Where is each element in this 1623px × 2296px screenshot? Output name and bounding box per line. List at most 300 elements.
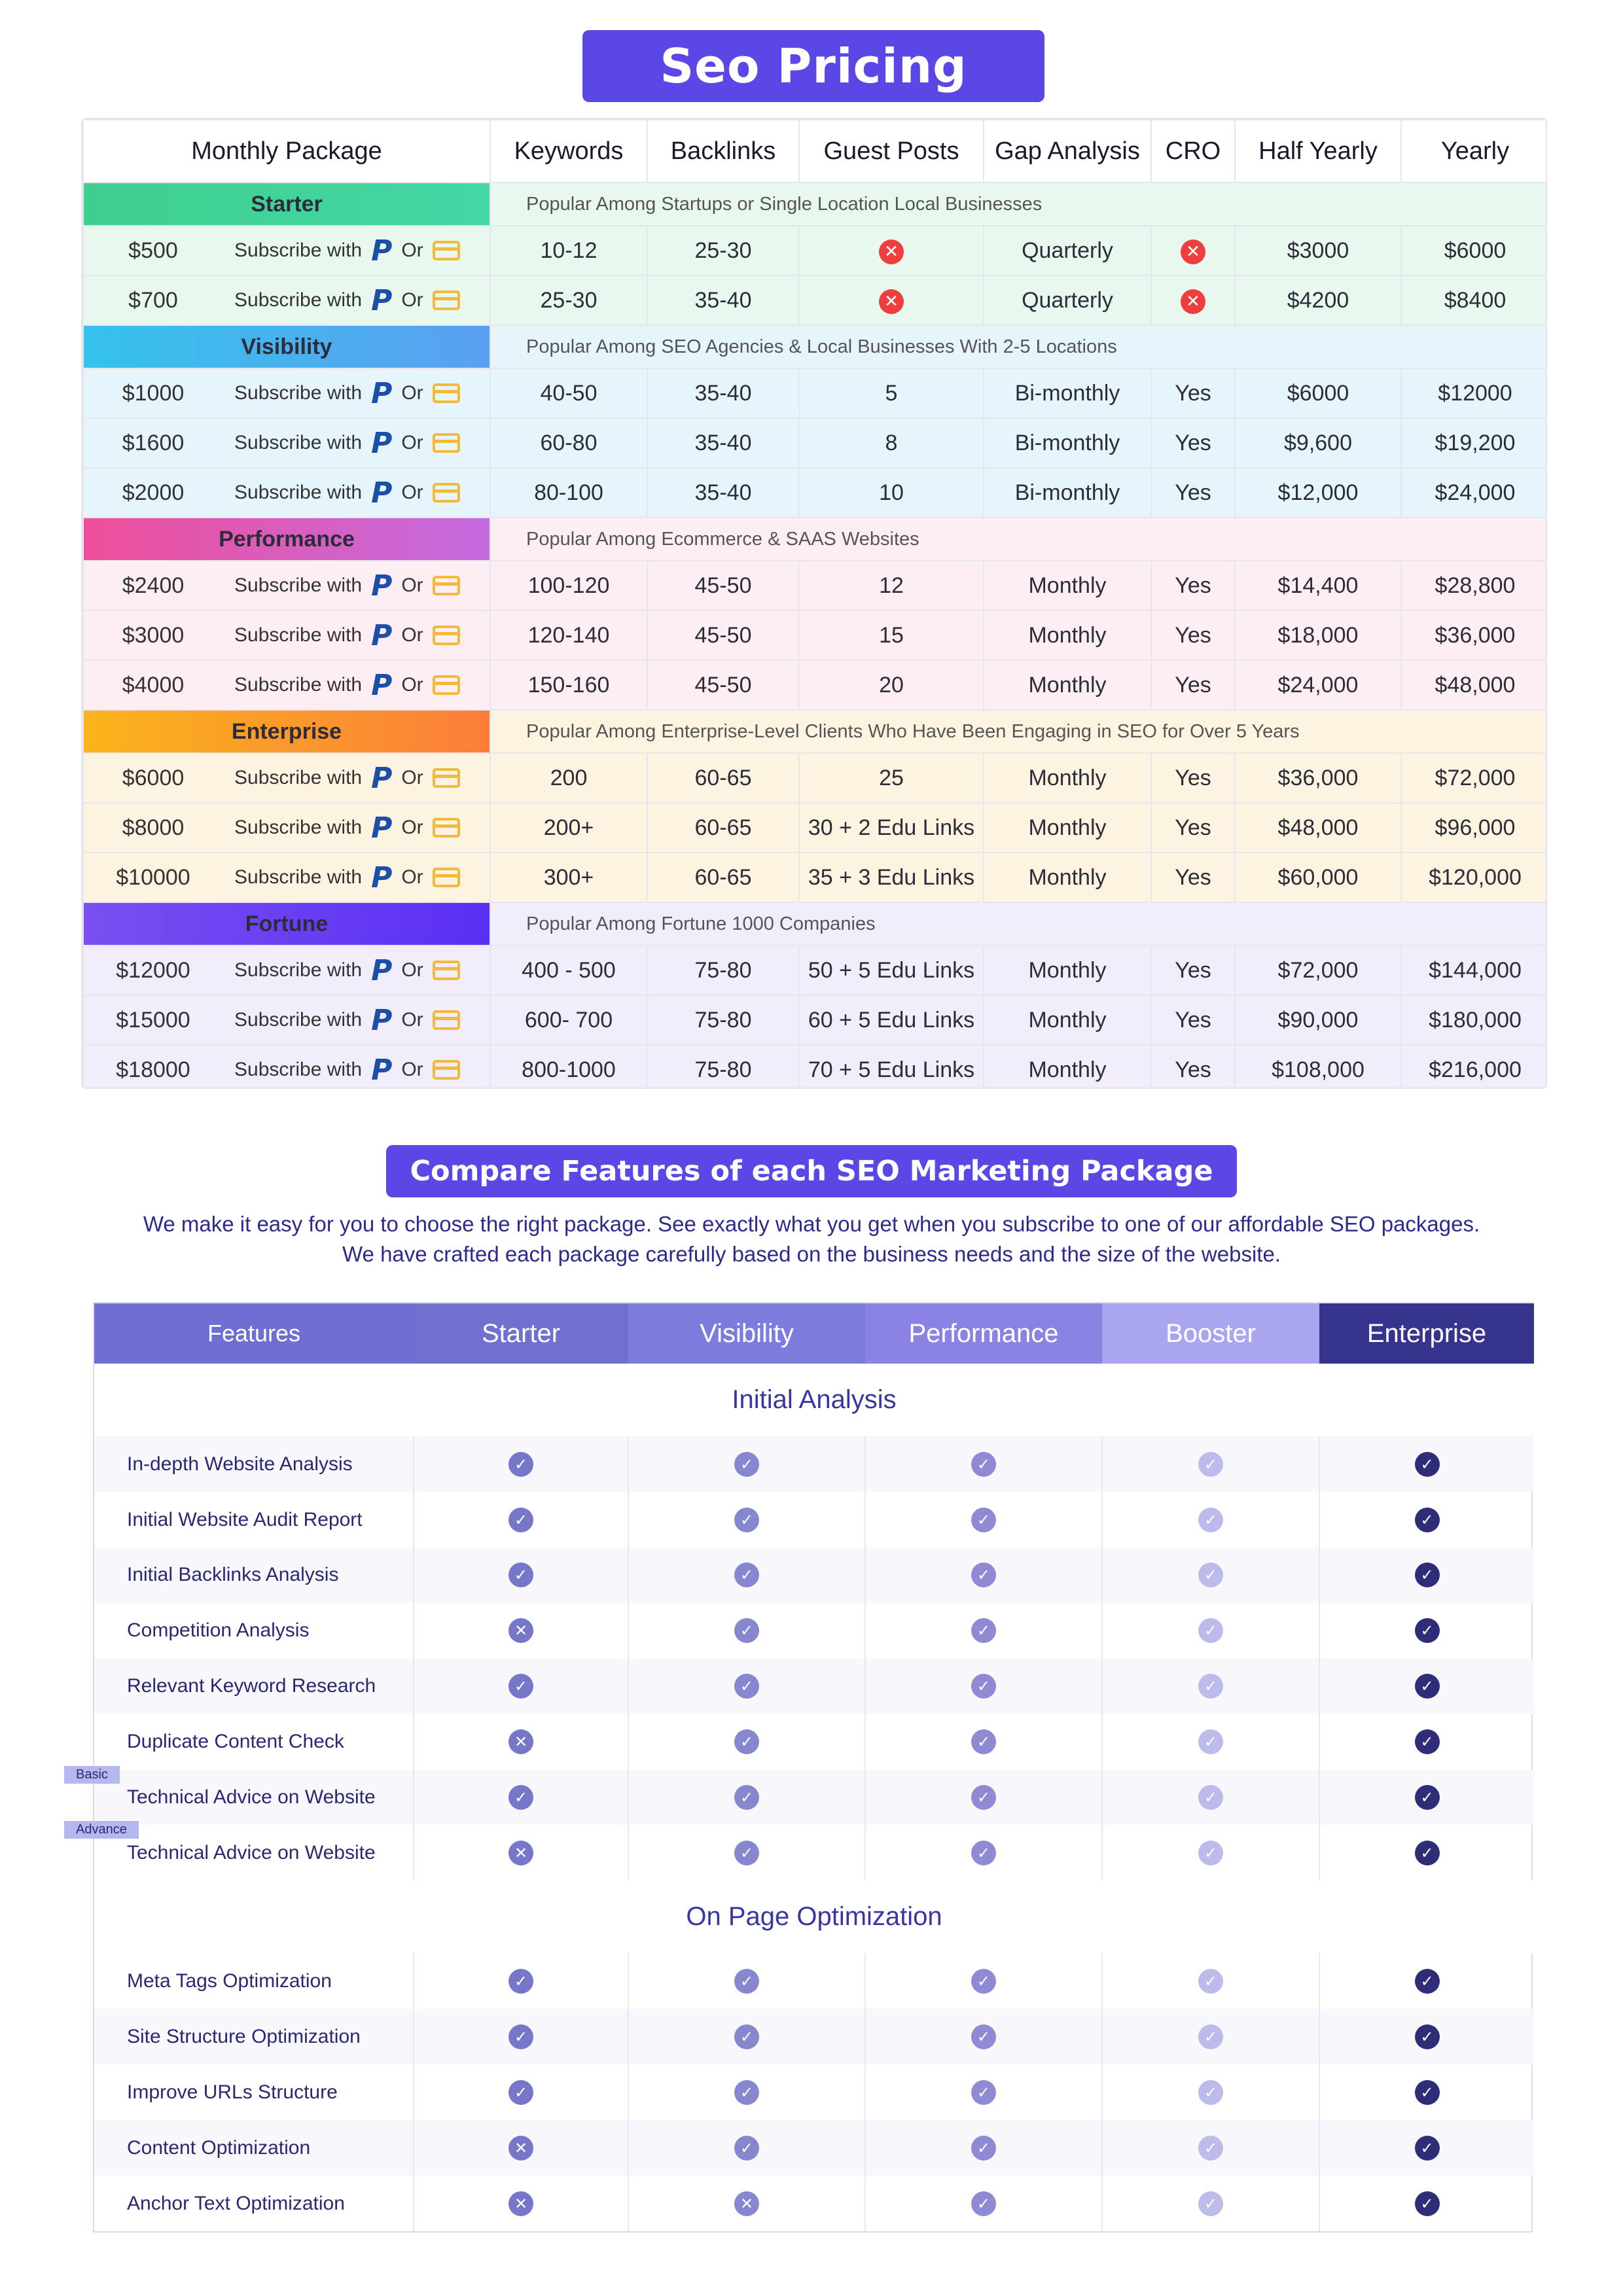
feature-row xyxy=(94,1714,1534,1770)
paypal-icon[interactable]: P xyxy=(371,761,393,795)
pricing-row xyxy=(83,561,1547,610)
cross-icon: ✕ xyxy=(879,289,904,314)
feature-visibility-cell xyxy=(628,1953,865,2009)
check-icon: ✓ xyxy=(1415,2080,1440,2105)
check-icon: ✓ xyxy=(1415,1969,1440,1994)
check-icon: ✓ xyxy=(1198,1674,1223,1699)
package-price: $1000 xyxy=(122,380,185,406)
feature-label-cell xyxy=(94,2009,414,2064)
credit-card-icon[interactable] xyxy=(433,1060,460,1080)
col-gap-analysis: Gap Analysis xyxy=(984,120,1151,183)
package-cell xyxy=(83,853,490,902)
gap-analysis-cell: Monthly xyxy=(984,945,1151,995)
credit-card-icon[interactable] xyxy=(433,483,460,503)
package-cell xyxy=(83,610,490,660)
feature-performance-cell xyxy=(865,2064,1102,2120)
package-cell xyxy=(83,561,490,610)
cro-cell xyxy=(1151,275,1235,325)
pricing-row xyxy=(83,275,1547,325)
yearly-cell: $120,000 xyxy=(1401,853,1547,902)
package-price: $3000 xyxy=(122,622,185,648)
features-section xyxy=(94,1364,1534,1436)
feature-label-cell xyxy=(94,1603,414,1659)
backlinks-cell: 45-50 xyxy=(647,610,799,660)
gap-analysis-cell: Monthly xyxy=(984,1045,1151,1089)
credit-card-icon[interactable] xyxy=(433,433,460,453)
feature-performance-cell xyxy=(865,1825,1102,1881)
tier-description: Popular Among SEO Agencies & Local Businesses With 2-5 Locations xyxy=(490,325,1547,368)
feature-starter-cell xyxy=(414,2120,628,2176)
guest-posts-cell: 70 + 5 Edu Links xyxy=(799,1045,984,1089)
tier-header-starter xyxy=(83,183,1547,226)
package-cell xyxy=(83,1045,490,1089)
package-cell xyxy=(83,995,490,1045)
feature-visibility-cell xyxy=(628,2009,865,2064)
keywords-cell: 150-160 xyxy=(490,660,647,710)
feature-row xyxy=(94,1492,1534,1547)
feature-performance-cell xyxy=(865,1436,1102,1492)
backlinks-cell: 75-80 xyxy=(647,1045,799,1089)
paypal-icon[interactable]: P xyxy=(371,618,393,652)
check-icon: ✓ xyxy=(1415,1618,1440,1643)
feature-enterprise-cell xyxy=(1319,2120,1534,2176)
check-icon: ✓ xyxy=(1198,1618,1223,1643)
feature-booster-cell xyxy=(1102,1659,1319,1714)
feature-label-cell xyxy=(76,1767,414,1826)
credit-card-icon[interactable] xyxy=(433,241,460,260)
gap-analysis-cell: Bi-monthly xyxy=(984,418,1151,468)
check-icon: ✓ xyxy=(1415,1563,1440,1587)
feature-visibility-cell xyxy=(628,1825,865,1881)
check-icon: ✓ xyxy=(508,1785,533,1810)
tier-header-performance xyxy=(83,518,1547,561)
keywords-cell: 10-12 xyxy=(490,226,647,275)
check-icon: ✓ xyxy=(1198,2136,1223,2161)
credit-card-icon[interactable] xyxy=(433,576,460,595)
feature-performance-cell xyxy=(865,1603,1102,1659)
keywords-cell: 25-30 xyxy=(490,275,647,325)
check-icon: ✓ xyxy=(1415,1785,1440,1810)
compare-description: We make it easy for you to choose the right package. See exactly what you get when you subscribe to one of our affordable SEO packages. We have crafted each package carefully based on the business needs and the size of the website. xyxy=(143,1212,1480,1266)
feature-starter-cell xyxy=(414,1770,628,1826)
feature-starter-cell xyxy=(414,2064,628,2120)
feature-booster-cell xyxy=(1102,1492,1319,1547)
features-section xyxy=(94,1881,1534,1953)
paypal-icon[interactable]: P xyxy=(371,376,393,410)
cro-cell: Yes xyxy=(1151,753,1235,803)
feature-row xyxy=(94,1436,1534,1492)
feature-performance-cell xyxy=(865,2176,1102,2231)
section-title: On Page Optimization xyxy=(94,1881,1534,1953)
check-icon: ✓ xyxy=(971,2136,996,2161)
credit-card-icon[interactable] xyxy=(433,291,460,310)
cross-icon: ✕ xyxy=(508,1729,533,1754)
guest-posts-cell: 25 xyxy=(799,753,984,803)
yearly-cell: $72,000 xyxy=(1401,753,1547,803)
pricing-row xyxy=(83,226,1547,275)
feature-label: Site Structure Optimization xyxy=(127,2025,361,2047)
cro-cell: Yes xyxy=(1151,468,1235,518)
col-monthly-package: Monthly Package xyxy=(83,120,490,183)
pricing-row xyxy=(83,995,1547,1045)
package-cell xyxy=(83,226,490,275)
page-title: Seo Pricing xyxy=(582,30,1044,102)
feature-label: Content Optimization xyxy=(127,2136,311,2159)
cross-icon: ✕ xyxy=(879,239,904,264)
or-label: Or xyxy=(401,817,423,838)
subscribe-label: Subscribe with xyxy=(234,239,363,261)
credit-card-icon[interactable] xyxy=(433,868,460,887)
feature-booster-cell xyxy=(1102,2176,1319,2231)
cro-cell: Yes xyxy=(1151,368,1235,418)
backlinks-cell: 60-65 xyxy=(647,803,799,853)
check-icon: ✓ xyxy=(734,1452,759,1477)
credit-card-icon[interactable] xyxy=(433,383,460,403)
check-icon: ✓ xyxy=(508,1674,533,1699)
feature-starter-cell xyxy=(414,2176,628,2231)
feature-label-cell xyxy=(94,2064,414,2120)
check-icon: ✓ xyxy=(971,2024,996,2049)
gap-analysis-cell: Monthly xyxy=(984,610,1151,660)
cro-cell: Yes xyxy=(1151,610,1235,660)
check-icon: ✓ xyxy=(1415,2024,1440,2049)
yearly-cell: $12000 xyxy=(1401,368,1547,418)
cross-icon: ✕ xyxy=(508,2136,533,2161)
feature-enterprise-cell xyxy=(1319,1492,1534,1547)
col-guest-posts: Guest Posts xyxy=(799,120,984,183)
package-cell xyxy=(83,753,490,803)
feature-starter-cell xyxy=(414,1603,628,1659)
feature-row xyxy=(94,1547,1534,1603)
fcol-visibility: Visibility xyxy=(628,1303,865,1364)
subscribe-label: Subscribe with xyxy=(234,1059,363,1080)
yearly-cell: $19,200 xyxy=(1401,418,1547,468)
keywords-cell: 600- 700 xyxy=(490,995,647,1045)
feature-booster-cell xyxy=(1102,1825,1319,1881)
feature-row xyxy=(94,1953,1534,2009)
or-label: Or xyxy=(401,432,423,453)
feature-row xyxy=(94,1825,1534,1881)
check-icon: ✓ xyxy=(1415,1841,1440,1865)
cross-icon: ✕ xyxy=(1181,289,1205,314)
features-header-row xyxy=(94,1303,1534,1364)
backlinks-cell: 35-40 xyxy=(647,418,799,468)
credit-card-icon[interactable] xyxy=(433,768,460,788)
feature-row xyxy=(94,2009,1534,2064)
guest-posts-cell: 30 + 2 Edu Links xyxy=(799,803,984,853)
check-icon: ✓ xyxy=(1198,1508,1223,1532)
paypal-icon[interactable]: P xyxy=(371,668,393,702)
package-price: $500 xyxy=(128,238,178,263)
or-label: Or xyxy=(401,482,423,503)
check-icon: ✓ xyxy=(1198,2191,1223,2216)
pricing-row xyxy=(83,853,1547,902)
paypal-icon[interactable]: P xyxy=(371,426,393,460)
or-label: Or xyxy=(401,239,423,261)
pricing-row xyxy=(83,610,1547,660)
package-cell xyxy=(83,945,490,995)
feature-performance-cell xyxy=(865,1953,1102,2009)
package-cell xyxy=(83,275,490,325)
credit-card-icon[interactable] xyxy=(433,1010,460,1030)
feature-starter-cell xyxy=(414,1436,628,1492)
half-yearly-cell: $108,000 xyxy=(1235,1045,1401,1089)
keywords-cell: 120-140 xyxy=(490,610,647,660)
yearly-cell: $24,000 xyxy=(1401,468,1547,518)
paypal-icon[interactable]: P xyxy=(371,811,393,845)
half-yearly-cell: $12,000 xyxy=(1235,468,1401,518)
cro-cell: Yes xyxy=(1151,803,1235,853)
keywords-cell: 200+ xyxy=(490,803,647,853)
feature-row xyxy=(94,2176,1534,2231)
tier-header-visibility xyxy=(83,325,1547,368)
package-price: $2400 xyxy=(122,573,185,598)
feature-booster-cell xyxy=(1102,1603,1319,1659)
check-icon: ✓ xyxy=(1198,1969,1223,1994)
feature-enterprise-cell xyxy=(1319,1436,1534,1492)
feature-enterprise-cell xyxy=(1319,1603,1534,1659)
feature-performance-cell xyxy=(865,1659,1102,1714)
credit-card-icon[interactable] xyxy=(433,818,460,838)
backlinks-cell: 35-40 xyxy=(647,275,799,325)
subscribe-label: Subscribe with xyxy=(234,574,363,596)
feature-enterprise-cell xyxy=(1319,1547,1534,1603)
section-title: Initial Analysis xyxy=(94,1364,1534,1436)
feature-visibility-cell xyxy=(628,1659,865,1714)
check-icon: ✓ xyxy=(1415,1508,1440,1532)
keywords-cell: 200 xyxy=(490,753,647,803)
check-icon: ✓ xyxy=(1415,1729,1440,1754)
half-yearly-cell: $4200 xyxy=(1235,275,1401,325)
feature-performance-cell xyxy=(865,2120,1102,2176)
feature-enterprise-cell xyxy=(1319,1953,1534,2009)
feature-row xyxy=(94,1659,1534,1714)
or-label: Or xyxy=(401,959,423,981)
half-yearly-cell: $90,000 xyxy=(1235,995,1401,1045)
check-icon: ✓ xyxy=(1198,2080,1223,2105)
yearly-cell: $8400 xyxy=(1401,275,1547,325)
half-yearly-cell: $72,000 xyxy=(1235,945,1401,995)
check-icon: ✓ xyxy=(1415,1452,1440,1477)
feature-enterprise-cell xyxy=(1319,2064,1534,2120)
check-icon: ✓ xyxy=(971,1563,996,1587)
check-icon: ✓ xyxy=(734,2136,759,2161)
pricing-table xyxy=(81,118,1547,1089)
check-icon: ✓ xyxy=(971,1508,996,1532)
gap-analysis-cell: Quarterly xyxy=(984,275,1151,325)
keywords-cell: 300+ xyxy=(490,853,647,902)
features-table xyxy=(76,1302,1533,2233)
compare-title: Compare Features of each SEO Marketing Package xyxy=(386,1145,1237,1197)
col-keywords: Keywords xyxy=(490,120,647,183)
feature-label: Duplicate Content Check xyxy=(127,1731,344,1753)
col-cro: CRO xyxy=(1151,120,1235,183)
tier-description: Popular Among Ecommerce & SAAS Websites xyxy=(490,518,1547,561)
feature-booster-cell xyxy=(1102,2120,1319,2176)
paypal-icon[interactable]: P xyxy=(371,1003,393,1037)
feature-row xyxy=(94,1603,1534,1659)
or-label: Or xyxy=(401,866,423,888)
yearly-cell: $36,000 xyxy=(1401,610,1547,660)
fcol-performance: Performance xyxy=(865,1303,1102,1364)
fcol-booster: Booster xyxy=(1102,1303,1319,1364)
feature-booster-cell xyxy=(1102,1436,1319,1492)
keywords-cell: 40-50 xyxy=(490,368,647,418)
backlinks-cell: 75-80 xyxy=(647,995,799,1045)
package-price: $700 xyxy=(128,287,178,313)
gap-analysis-cell: Monthly xyxy=(984,853,1151,902)
package-cell xyxy=(83,468,490,518)
pricing-row xyxy=(83,753,1547,803)
yearly-cell: $28,800 xyxy=(1401,561,1547,610)
feature-visibility-cell xyxy=(628,2176,865,2231)
check-icon: ✓ xyxy=(508,1452,533,1477)
feature-label: Improve URLs Structure xyxy=(127,2081,338,2103)
half-yearly-cell: $6000 xyxy=(1235,368,1401,418)
check-icon: ✓ xyxy=(734,1618,759,1643)
check-icon: ✓ xyxy=(734,1841,759,1865)
check-icon: ✓ xyxy=(971,1618,996,1643)
paypal-icon[interactable]: P xyxy=(371,860,393,894)
guest-posts-cell: 10 xyxy=(799,468,984,518)
gap-analysis-cell: Monthly xyxy=(984,995,1151,1045)
or-label: Or xyxy=(401,1059,423,1080)
feature-booster-cell xyxy=(1102,2064,1319,2120)
cro-cell: Yes xyxy=(1151,418,1235,468)
yearly-cell: $6000 xyxy=(1401,226,1547,275)
feature-label: Initial Backlinks Analysis xyxy=(127,1564,339,1586)
paypal-icon[interactable]: P xyxy=(371,476,393,510)
feature-label: Competition Analysis xyxy=(127,1619,310,1642)
feature-performance-cell xyxy=(865,1770,1102,1826)
feature-enterprise-cell xyxy=(1319,2009,1534,2064)
credit-card-icon[interactable] xyxy=(433,626,460,645)
feature-starter-cell xyxy=(414,1825,628,1881)
pricing-row xyxy=(83,1045,1547,1089)
check-icon: ✓ xyxy=(1198,1452,1223,1477)
col-backlinks: Backlinks xyxy=(647,120,799,183)
check-icon: ✓ xyxy=(734,1674,759,1699)
check-icon: ✓ xyxy=(734,1508,759,1532)
backlinks-cell: 75-80 xyxy=(647,945,799,995)
paypal-icon[interactable]: P xyxy=(371,283,393,317)
cross-icon: ✕ xyxy=(508,1841,533,1865)
cro-cell xyxy=(1151,226,1235,275)
backlinks-cell: 60-65 xyxy=(647,853,799,902)
feature-starter-cell xyxy=(414,1953,628,2009)
half-yearly-cell: $9,600 xyxy=(1235,418,1401,468)
cross-icon: ✕ xyxy=(508,1618,533,1643)
cross-icon: ✕ xyxy=(1181,239,1205,264)
tier-description: Popular Among Fortune 1000 Companies xyxy=(490,902,1547,945)
package-price: $6000 xyxy=(122,765,185,790)
check-icon: ✓ xyxy=(1415,2191,1440,2216)
check-icon: ✓ xyxy=(734,1563,759,1587)
keywords-cell: 400 - 500 xyxy=(490,945,647,995)
check-icon: ✓ xyxy=(508,1508,533,1532)
feature-label: Initial Website Audit Report xyxy=(127,1508,363,1530)
feature-starter-cell xyxy=(414,1547,628,1603)
paypal-icon[interactable]: P xyxy=(371,953,393,987)
package-price: $2000 xyxy=(122,480,185,505)
paypal-icon[interactable]: P xyxy=(371,569,393,603)
pricing-row xyxy=(83,468,1547,518)
gap-analysis-cell: Monthly xyxy=(984,561,1151,610)
credit-card-icon[interactable] xyxy=(433,961,460,980)
cro-cell: Yes xyxy=(1151,853,1235,902)
feature-row xyxy=(94,2120,1534,2176)
feature-visibility-cell xyxy=(628,1492,865,1547)
subscribe-label: Subscribe with xyxy=(234,482,363,503)
feature-performance-cell xyxy=(865,2009,1102,2064)
feature-enterprise-cell xyxy=(1319,1770,1534,1826)
check-icon: ✓ xyxy=(971,1729,996,1754)
yearly-cell: $216,000 xyxy=(1401,1045,1547,1089)
tier-name: Performance xyxy=(83,518,490,561)
check-icon: ✓ xyxy=(508,1563,533,1587)
paypal-icon[interactable]: P xyxy=(371,234,393,268)
tier-description: Popular Among Startups or Single Location Local Businesses xyxy=(490,183,1547,226)
feature-visibility-cell xyxy=(628,1770,865,1826)
keywords-cell: 100-120 xyxy=(490,561,647,610)
guest-posts-cell: 20 xyxy=(799,660,984,710)
gap-analysis-cell: Monthly xyxy=(984,660,1151,710)
check-icon: ✓ xyxy=(508,2024,533,2049)
feature-tag: Advance xyxy=(64,1821,139,1839)
guest-posts-cell xyxy=(799,226,984,275)
or-label: Or xyxy=(401,674,423,696)
package-price: $8000 xyxy=(122,815,185,840)
gap-analysis-cell: Bi-monthly xyxy=(984,468,1151,518)
package-price: $12000 xyxy=(116,957,190,983)
half-yearly-cell: $48,000 xyxy=(1235,803,1401,853)
guest-posts-cell: 12 xyxy=(799,561,984,610)
feature-visibility-cell xyxy=(628,1603,865,1659)
paypal-icon[interactable]: P xyxy=(371,1053,393,1087)
subscribe-label: Subscribe with xyxy=(234,1009,363,1031)
package-cell xyxy=(83,368,490,418)
or-label: Or xyxy=(401,624,423,646)
keywords-cell: 60-80 xyxy=(490,418,647,468)
check-icon: ✓ xyxy=(734,1729,759,1754)
cross-icon: ✕ xyxy=(734,2191,759,2216)
check-icon: ✓ xyxy=(971,1969,996,1994)
feature-performance-cell xyxy=(865,1714,1102,1770)
gap-analysis-cell: Monthly xyxy=(984,803,1151,853)
feature-starter-cell xyxy=(414,1659,628,1714)
keywords-cell: 80-100 xyxy=(490,468,647,518)
backlinks-cell: 45-50 xyxy=(647,561,799,610)
credit-card-icon[interactable] xyxy=(433,675,460,695)
check-icon: ✓ xyxy=(508,1969,533,1994)
or-label: Or xyxy=(401,289,423,311)
fcol-starter: Starter xyxy=(414,1303,628,1364)
check-icon: ✓ xyxy=(1198,1729,1223,1754)
feature-label-cell xyxy=(94,1492,414,1547)
feature-label: Relevant Keyword Research xyxy=(127,1675,376,1697)
check-icon: ✓ xyxy=(734,1969,759,1994)
feature-label-cell xyxy=(94,1714,414,1770)
check-icon: ✓ xyxy=(1415,2136,1440,2161)
half-yearly-cell: $60,000 xyxy=(1235,853,1401,902)
tier-description: Popular Among Enterprise-Level Clients Who Have Been Engaging in SEO for Over 5 Years xyxy=(490,710,1547,753)
subscribe-label: Subscribe with xyxy=(234,959,363,981)
fcol-enterprise: Enterprise xyxy=(1319,1303,1534,1364)
tier-name: Visibility xyxy=(83,325,490,368)
or-label: Or xyxy=(401,767,423,788)
half-yearly-cell: $24,000 xyxy=(1235,660,1401,710)
package-cell xyxy=(83,418,490,468)
